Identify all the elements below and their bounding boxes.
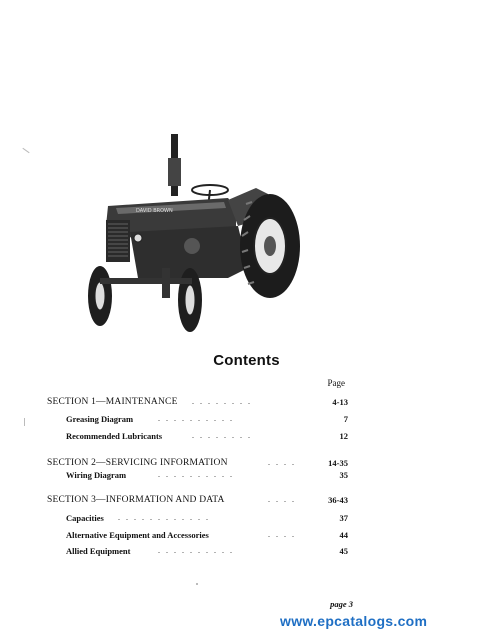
page-column-header: Page: [327, 378, 345, 388]
leader-dots: . . . .: [268, 458, 296, 467]
scan-speck: [196, 583, 198, 585]
toc-page: 36-43: [328, 495, 348, 505]
toc-label: Capacities: [66, 513, 104, 523]
toc-label: Recommended Lubricants: [66, 431, 163, 441]
toc-label: Wiring Diagram: [66, 470, 127, 480]
toc-row: [0, 470, 493, 484]
watermark-link[interactable]: www.epcatalogs.com: [280, 613, 428, 629]
leader-dots: . . . . . . . .: [192, 431, 252, 440]
toc-page: 37: [339, 513, 348, 523]
toc-row: [0, 414, 493, 428]
toc-label: Alternative Equipment and Accessories: [66, 530, 209, 540]
toc-page: 12: [339, 431, 348, 441]
toc-page: 35: [339, 470, 348, 480]
toc-row: [0, 530, 493, 544]
toc-page: 4-13: [332, 397, 348, 407]
front-wheel-right: [178, 268, 202, 332]
leader-dots: . . . . . . . . . . . .: [118, 513, 210, 522]
leader-dots: . . . .: [268, 495, 296, 504]
toc-label: SECTION 3—INFORMATION AND DATA: [47, 495, 225, 505]
page-title: Contents: [213, 352, 280, 369]
svg-text:DAVID BROWN: DAVID BROWN: [136, 208, 173, 214]
toc-page: 7: [343, 414, 348, 424]
toc-label: SECTION 2—SERVICING INFORMATION: [47, 458, 228, 468]
toc-label: Allied Equipment: [66, 546, 131, 556]
toc-row: [0, 513, 493, 527]
leader-dots: . . . . . . . .: [192, 397, 252, 406]
toc-row: [0, 397, 493, 411]
leader-dots: . . . . . . . . . .: [158, 470, 234, 479]
tractor-illustration: [78, 128, 310, 336]
toc-page: 14-35: [328, 458, 348, 468]
front-wheel-left: [88, 266, 112, 326]
toc-row: [0, 546, 493, 560]
leader-dots: . . . .: [268, 530, 296, 539]
toc-label: SECTION 1—MAINTENANCE: [47, 397, 178, 407]
scan-speck: [22, 148, 29, 153]
toc-row: [0, 495, 493, 509]
scan-speck: [24, 418, 25, 426]
toc-label: Greasing Diagram: [66, 414, 134, 424]
rear-wheel: [240, 194, 300, 298]
leader-dots: . . . . . . . . . .: [158, 414, 234, 423]
toc-page: 44: [339, 530, 348, 540]
leader-dots: . . . . . . . . . .: [158, 546, 234, 555]
toc-row: [0, 431, 493, 445]
page-number: page 3: [330, 599, 353, 609]
toc-page: 45: [339, 546, 348, 556]
